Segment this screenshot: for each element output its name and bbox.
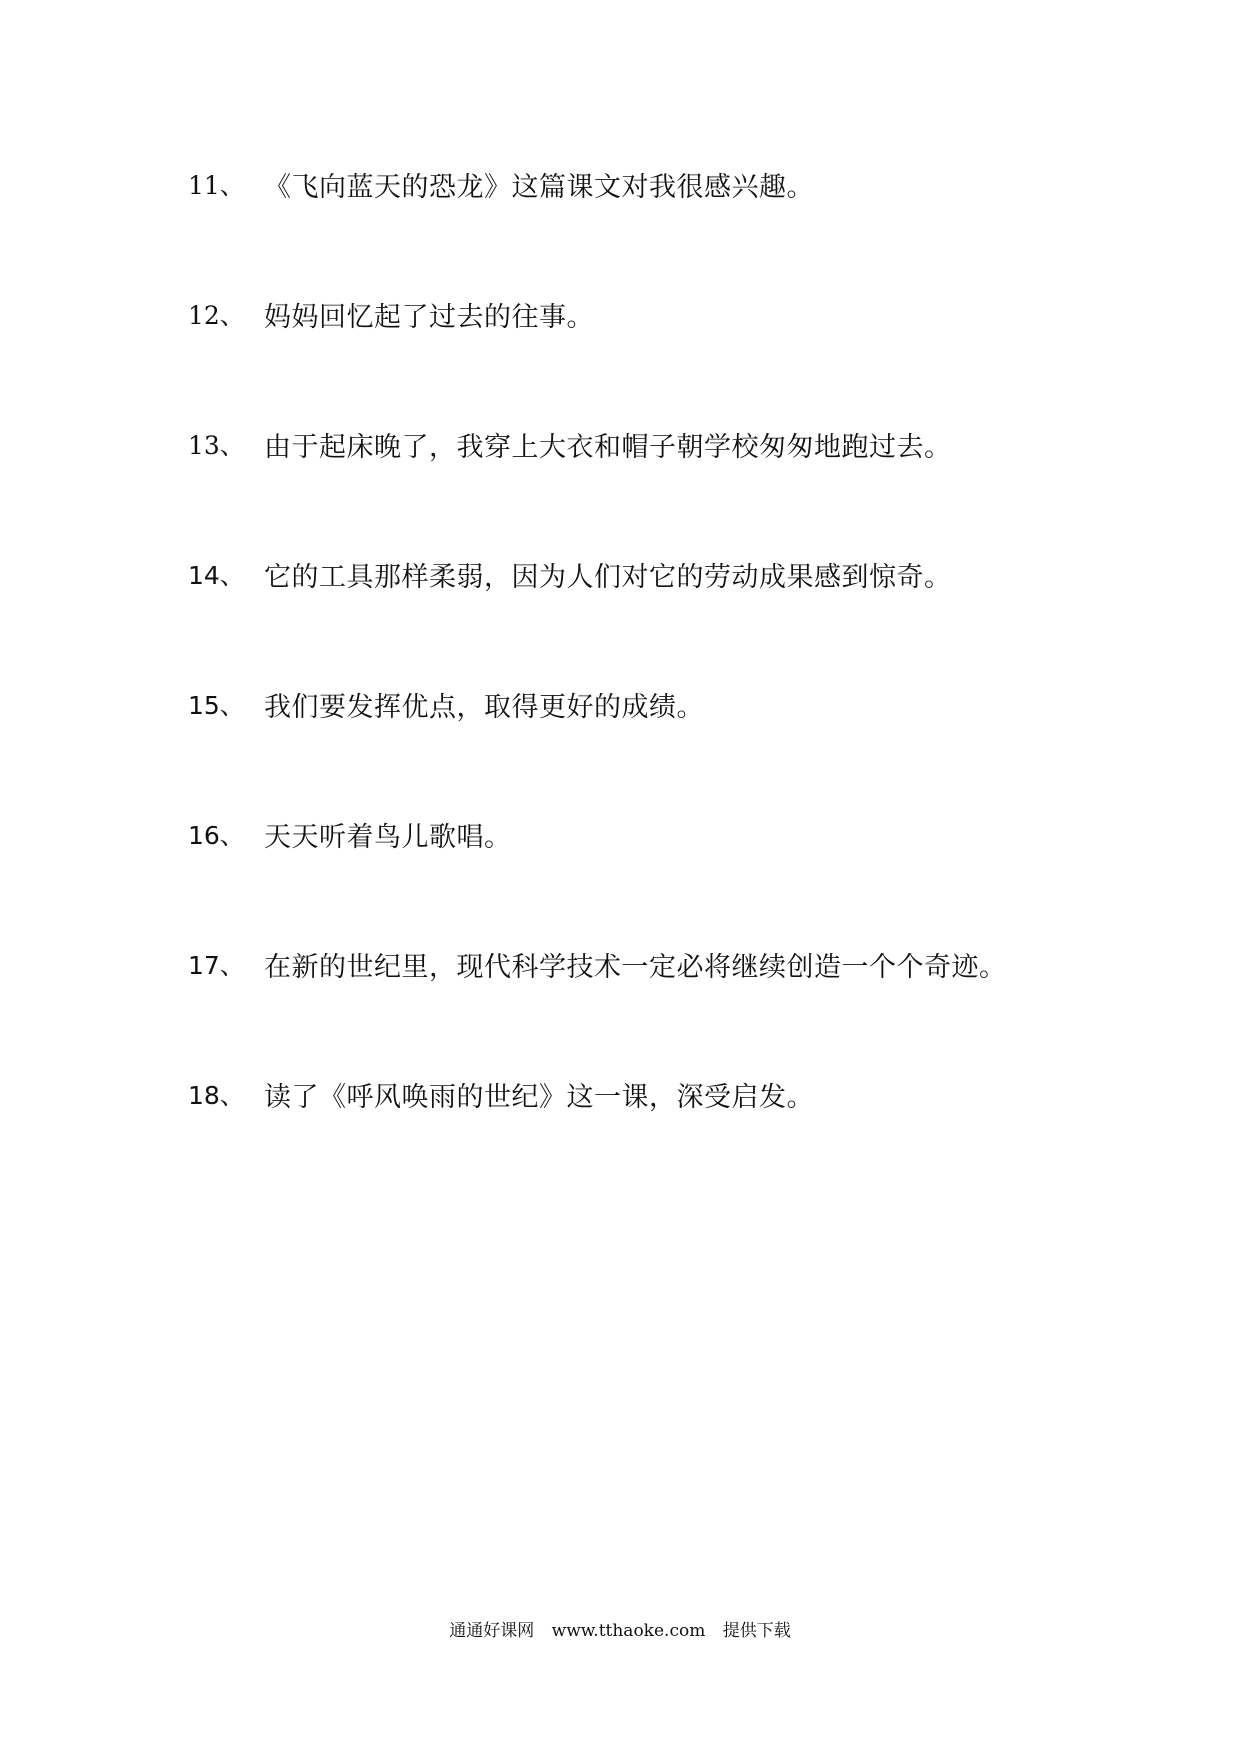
- list-item: [188, 554, 952, 594]
- item-number: 13、: [188, 431, 245, 460]
- item-number: 18、: [188, 1081, 245, 1110]
- item-number: 12、: [188, 301, 245, 330]
- item-text: 读了《呼风唤雨的世纪》这一课，深受启发。: [264, 1081, 814, 1113]
- list-item: [188, 1074, 814, 1114]
- list-item: [188, 164, 814, 204]
- list-item: [188, 294, 594, 334]
- footer-suffix: 提供下载: [722, 1621, 791, 1641]
- item-text: 我们要发挥优点，取得更好的成绩。: [264, 691, 704, 723]
- footer-url[interactable]: www.tthaoke.com: [551, 1621, 706, 1641]
- item-text: 在新的世纪里，现代科学技术一定必将继续创造一个个奇迹。: [264, 951, 1007, 983]
- item-number: 11、: [188, 171, 245, 200]
- item-text: 妈妈回忆起了过去的往事。: [264, 301, 594, 333]
- item-text: 《飞向蓝天的恐龙》这篇课文对我很感兴趣。: [264, 171, 814, 203]
- item-number: 16、: [188, 821, 245, 850]
- list-item: [188, 814, 512, 854]
- footer-site-name: 通通好课网: [449, 1621, 535, 1641]
- page-footer: [0, 1616, 1240, 1641]
- list-item: [188, 424, 952, 464]
- item-text: 由于起床晚了，我穿上大衣和帽子朝学校匆匆地跑过去。: [264, 431, 952, 463]
- item-number: 17、: [188, 951, 245, 980]
- item-number: 14、: [188, 561, 245, 590]
- list-item: [188, 684, 704, 724]
- item-text: 天天听着鸟儿歌唱。: [264, 821, 512, 853]
- item-text: 它的工具那样柔弱，因为人们对它的劳动成果感到惊奇。: [264, 561, 952, 593]
- list-item: [188, 944, 1007, 984]
- item-number: 15、: [188, 691, 245, 720]
